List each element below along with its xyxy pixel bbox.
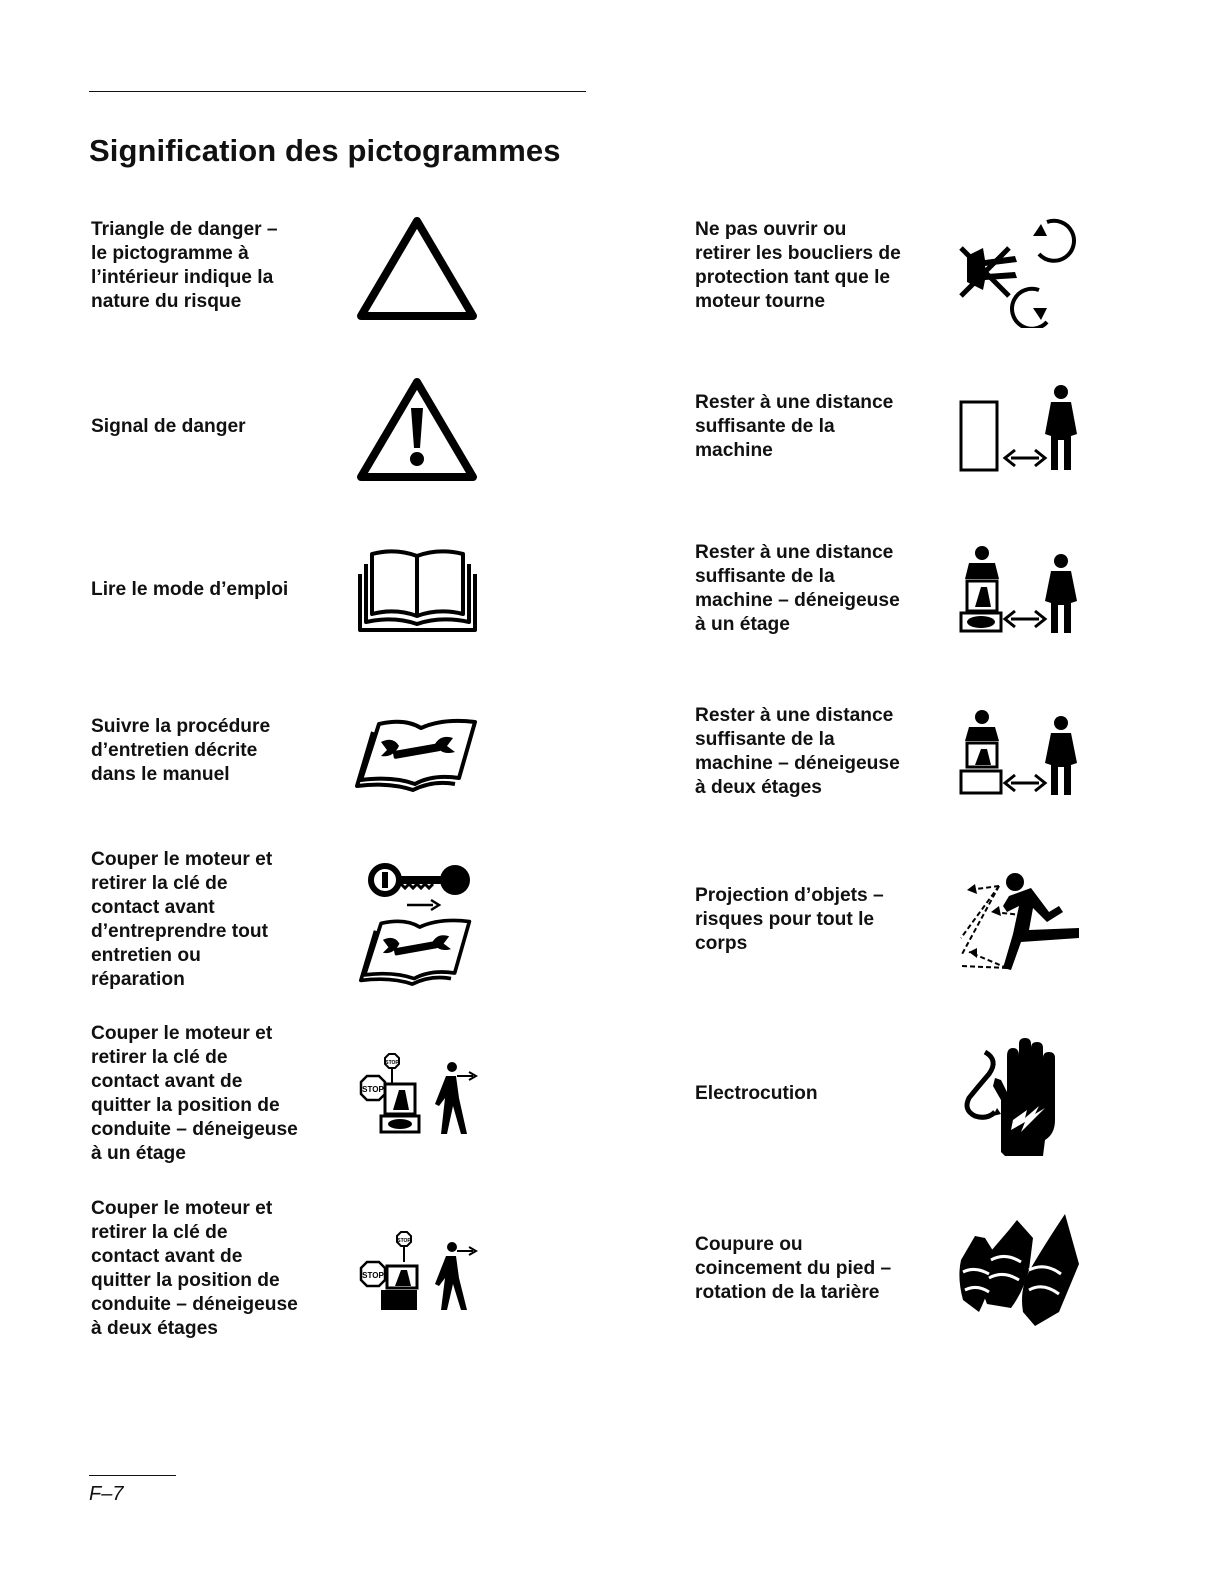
page-title: Signification des pictogrammes [89,133,561,168]
remove-key-manual-icon [355,858,480,986]
warning-exclamation-icon [355,374,480,486]
label-maintenance: Suivre la procédure d’entretien décrite dans le manuel [91,716,271,785]
label-read-manual: Lire le mode d’emploi [91,579,289,600]
top-rule [89,91,586,92]
stop-leave-single-stage-icon [355,1050,480,1140]
danger-triangle-icon [355,213,480,325]
maintenance-manual-icon [355,716,480,792]
stop-sign-text: STOP [362,1085,384,1094]
no-shield-removal-icon [955,210,1083,328]
label-no-shield-removal: Ne pas ouvrir ou retirer les boucliers de protection tant que le moteur tourne [695,219,901,312]
label-stop-single-stage: Couper le moteur et retirer la clé de contact avant de quitter la position de conduite – déneigeuse à un étage [91,1023,298,1164]
keep-distance-machine-icon [955,382,1083,476]
label-thrown-objects: Projection d’objets – risques pour tout le corps [695,885,884,954]
thrown-objects-icon [955,868,1083,974]
operator-manual-icon [355,546,480,636]
label-danger-triangle: Triangle de danger – le pictogramme à l’intérieur indique la nature du risque [91,219,278,312]
stop-sign-small-text-2: STOP [397,1238,411,1244]
keep-distance-single-stage-icon [955,543,1083,637]
label-remove-key: Couper le moteur et retirer la clé de contact avant d’entreprendre tout entretien ou réparation [91,849,273,990]
bottom-rule [89,1475,176,1476]
label-foot-auger: Coupure ou coincement du pied – rotation de la tarière [695,1234,892,1303]
page-number: F–7 [89,1483,124,1505]
label-keep-distance-two: Rester à une distance suffisante de la machine – déneigeuse à deux étages [695,705,900,798]
label-electrocution: Electrocution [695,1083,818,1104]
label-danger-signal: Signal de danger [91,416,246,437]
label-keep-distance-single: Rester à une distance suffisante de la machine – déneigeuse à un étage [695,542,900,635]
stop-leave-two-stage-icon [355,1226,480,1316]
foot-auger-icon [955,1208,1083,1330]
stop-sign-small-text: STOP [385,1060,399,1066]
label-keep-distance: Rester à une distance suffisante de la machine [695,392,894,461]
stop-sign-text-2: STOP [362,1271,384,1280]
electrocution-icon [955,1034,1083,1160]
label-stop-two-stage: Couper le moteur et retirer la clé de contact avant de quitter la position de conduite – déneigeuse à deux étages [91,1198,298,1339]
keep-distance-two-stage-icon [955,705,1083,799]
